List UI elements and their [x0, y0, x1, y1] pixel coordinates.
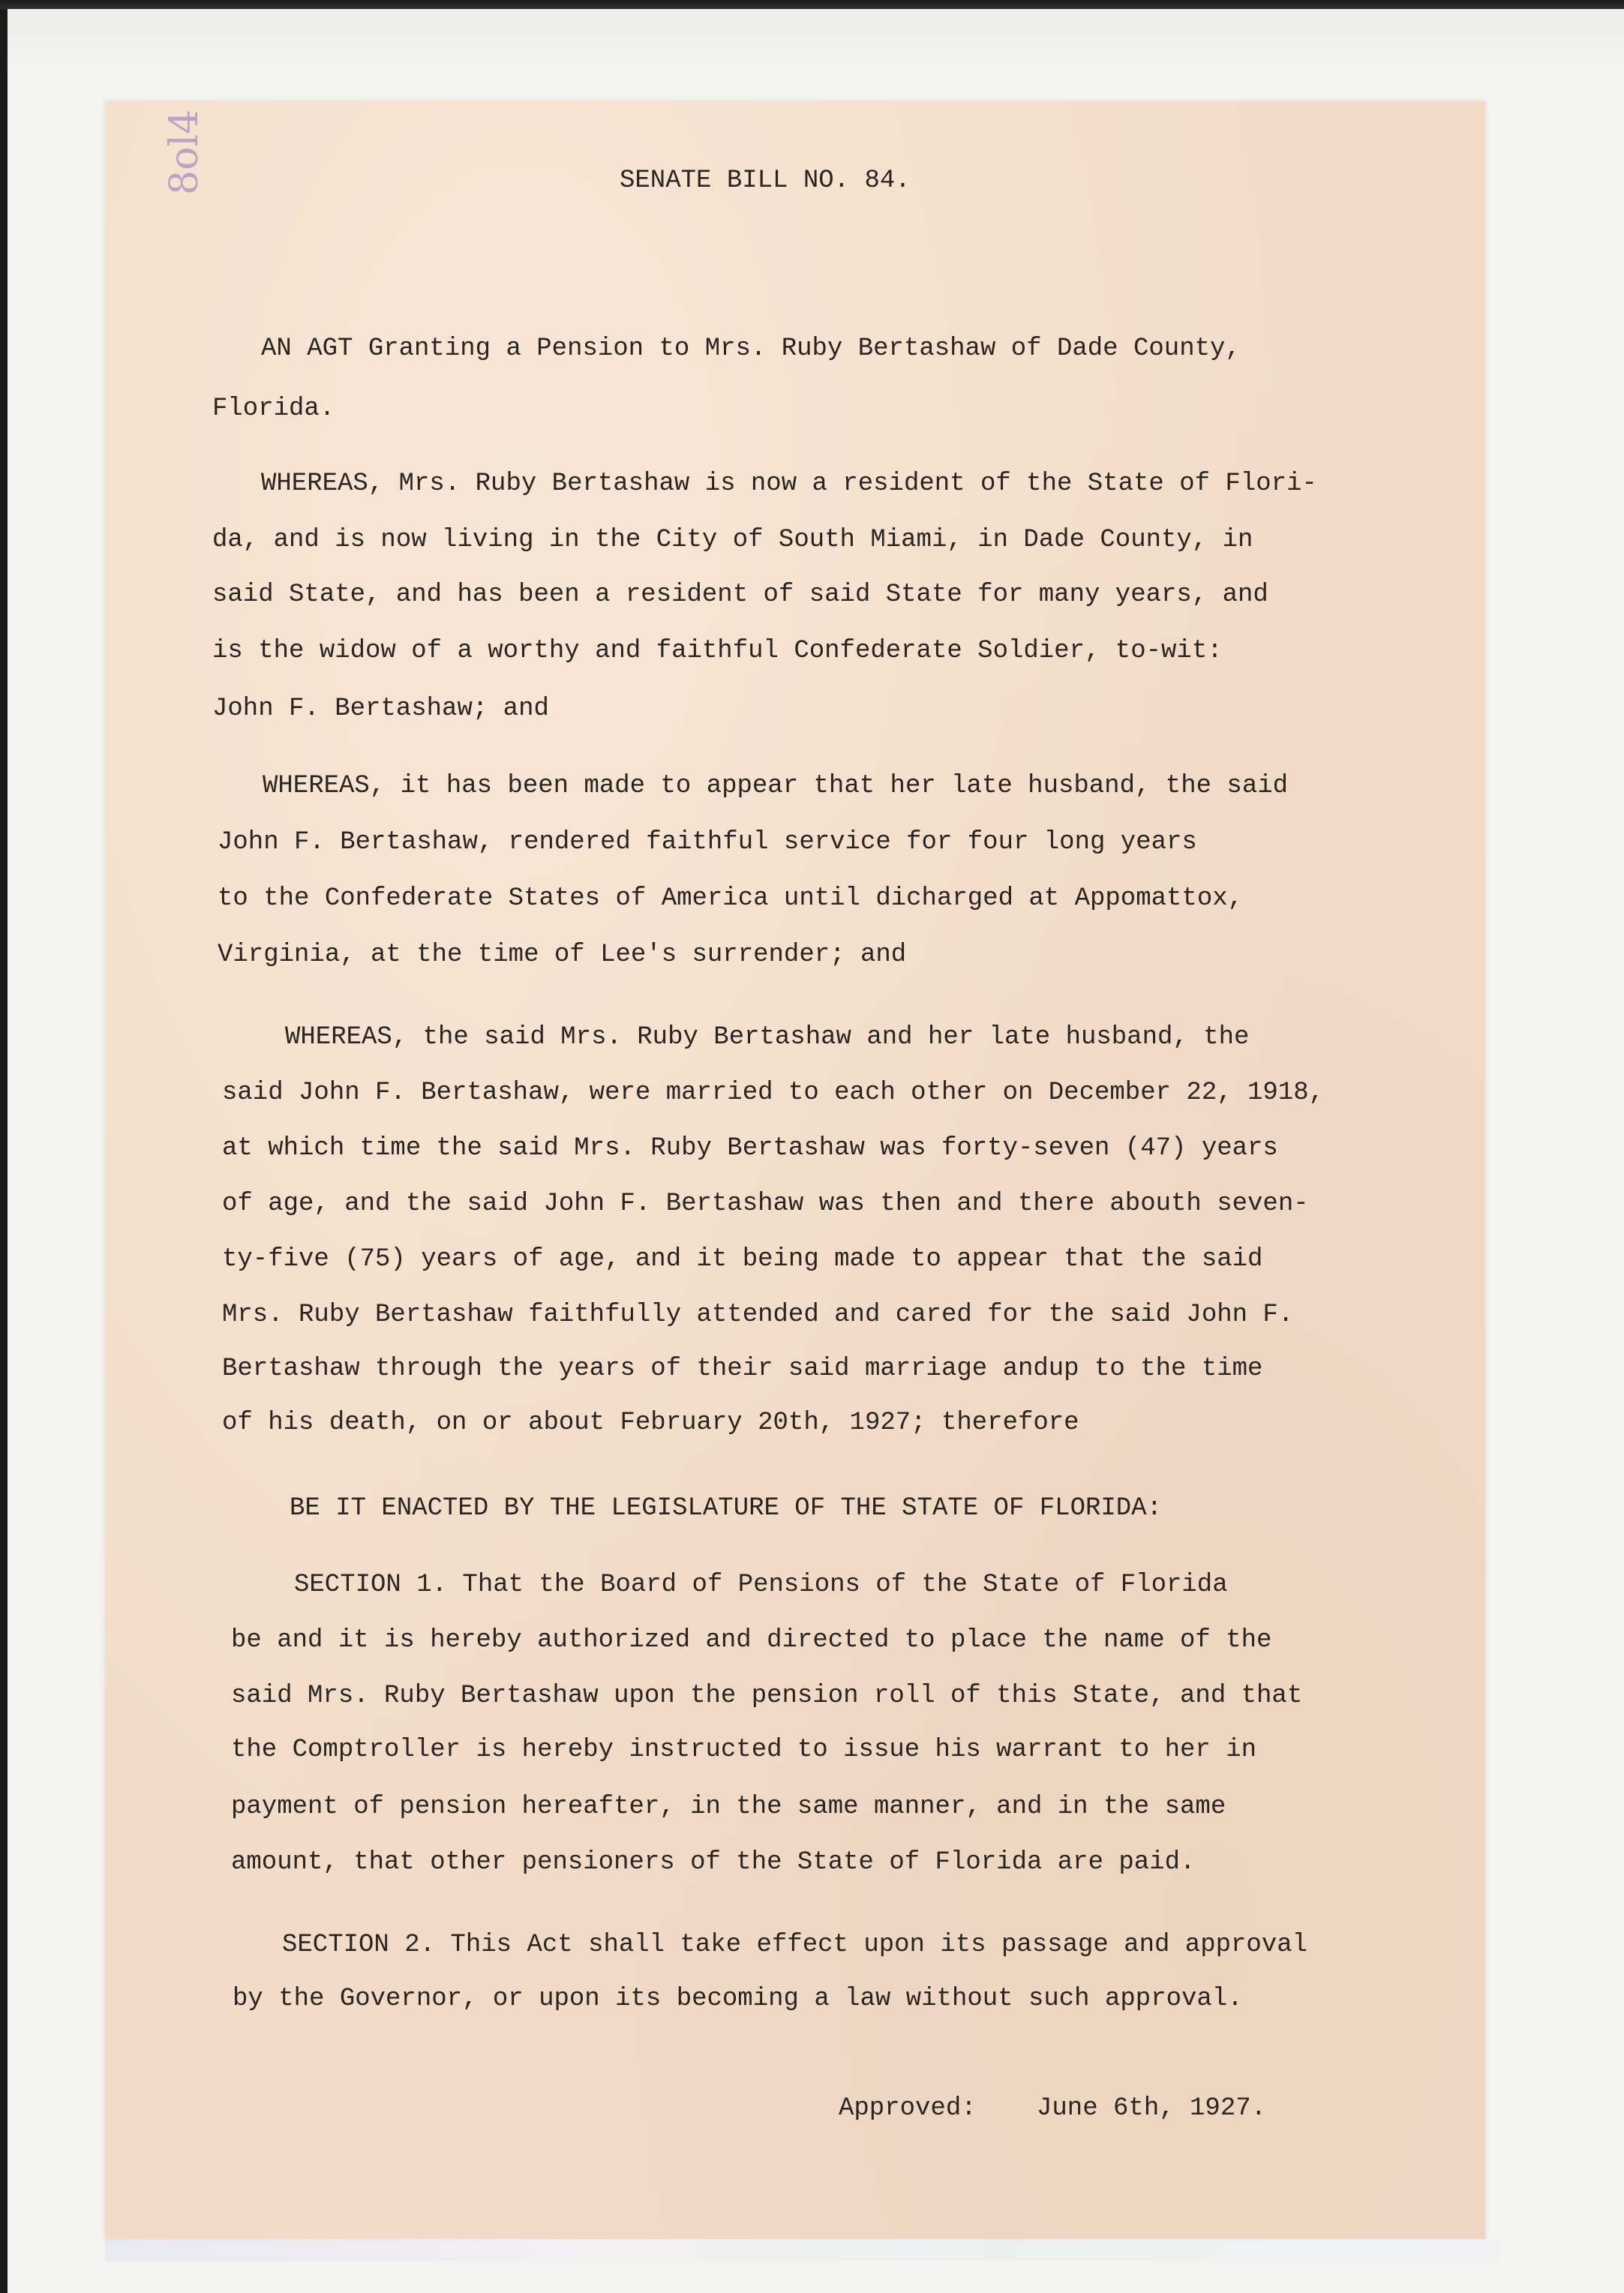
whereas-residence-line-4: is the widow of a worthy and faithful Confederate Soldier, to-wit: — [212, 637, 1223, 665]
whereas-service-line-1: WHEREAS, it has been made to appear that her late husband, the said — [263, 772, 1289, 800]
sleeve-top — [8, 9, 1624, 77]
whereas-service-line-2: John F. Bertashaw, rendered faithful service for four long years — [218, 828, 1197, 857]
section-2-line-1: SECTION 2. This Act shall take effect upon its passage and approval — [282, 1931, 1308, 1959]
section-1-line-6: amount, that other pensioners of the State of Florida are paid. — [231, 1848, 1196, 1877]
approved-date: June 6th, 1927. — [1037, 2094, 1267, 2123]
section-1-line-1: SECTION 1. That the Board of Pensions of the State of Florida — [294, 1571, 1228, 1599]
whereas-marriage-line-3: at which time the said Mrs. Ruby Bertashaw was forty-seven (47) years — [222, 1134, 1278, 1163]
bill-title: SENATE BILL NO. 84. — [620, 167, 911, 195]
whereas-marriage-line-6: Mrs. Ruby Bertashaw faithfully attended and cared for the said John F. — [222, 1301, 1294, 1329]
whereas-marriage-line-5: ty-five (75) years of age, and it being made to appear that the said — [222, 1245, 1263, 1274]
scan-left-border — [0, 0, 8, 2293]
whereas-residence-line-3: said State, and has been a resident of said State for many years, and — [212, 581, 1268, 609]
section-1-line-3: said Mrs. Ruby Bertashaw upon the pension roll of this State, and that — [231, 1682, 1303, 1710]
whereas-service-line-4: Virginia, at the time of Lee's surrender; and — [218, 941, 907, 969]
whereas-marriage-line-7: Bertashaw through the years of their said marriage andup to the time — [222, 1355, 1263, 1383]
whereas-marriage-line-4: of age, and the said John F. Bertashaw was then and there abouth seven- — [222, 1190, 1309, 1218]
whereas-service-line-3: to the Confederate States of America until dicharged at Appomattox, — [218, 884, 1244, 913]
whereas-marriage-line-2: said John F. Bertashaw, were married to each other on December 22, 1918, — [222, 1079, 1325, 1107]
whereas-residence-line-1: WHEREAS, Mrs. Ruby Bertashaw is now a resident of the State of Flori- — [261, 470, 1317, 498]
sleeve-bottom-edge — [105, 2239, 1500, 2261]
approved-label: Approved: — [839, 2094, 977, 2123]
whereas-residence-line-2: da, and is now living in the City of South Miami, in Dade County, in — [212, 526, 1253, 554]
scan-top-border — [0, 0, 1624, 9]
archival-pencil-mark: 8ol4 — [162, 109, 207, 195]
act-title-line-2: Florida. — [212, 395, 335, 423]
whereas-residence-line-5: John F. Bertashaw; and — [212, 695, 549, 723]
whereas-marriage-line-1: WHEREAS, the said Mrs. Ruby Bertashaw and her late husband, the — [285, 1023, 1250, 1052]
section-1-line-4: the Comptroller is hereby instructed to issue his warrant to her in — [231, 1736, 1257, 1764]
section-1-line-2: be and it is hereby authorized and directed to place the name of the — [231, 1626, 1272, 1655]
section-2-line-2: by the Governor, or upon its becoming a law without such approval. — [233, 1985, 1243, 2013]
section-1-line-5: payment of pension hereafter, in the same manner, and in the same — [231, 1793, 1226, 1821]
whereas-marriage-line-8: of his death, on or about February 20th, 1927; therefore — [222, 1409, 1079, 1437]
enacting-clause: BE IT ENACTED BY THE LEGISLATURE OF THE STATE OF FLORIDA: — [290, 1494, 1162, 1523]
act-title-line-1: AN AGT Granting a Pension to Mrs. Ruby Bertashaw of Dade County, — [261, 335, 1241, 363]
